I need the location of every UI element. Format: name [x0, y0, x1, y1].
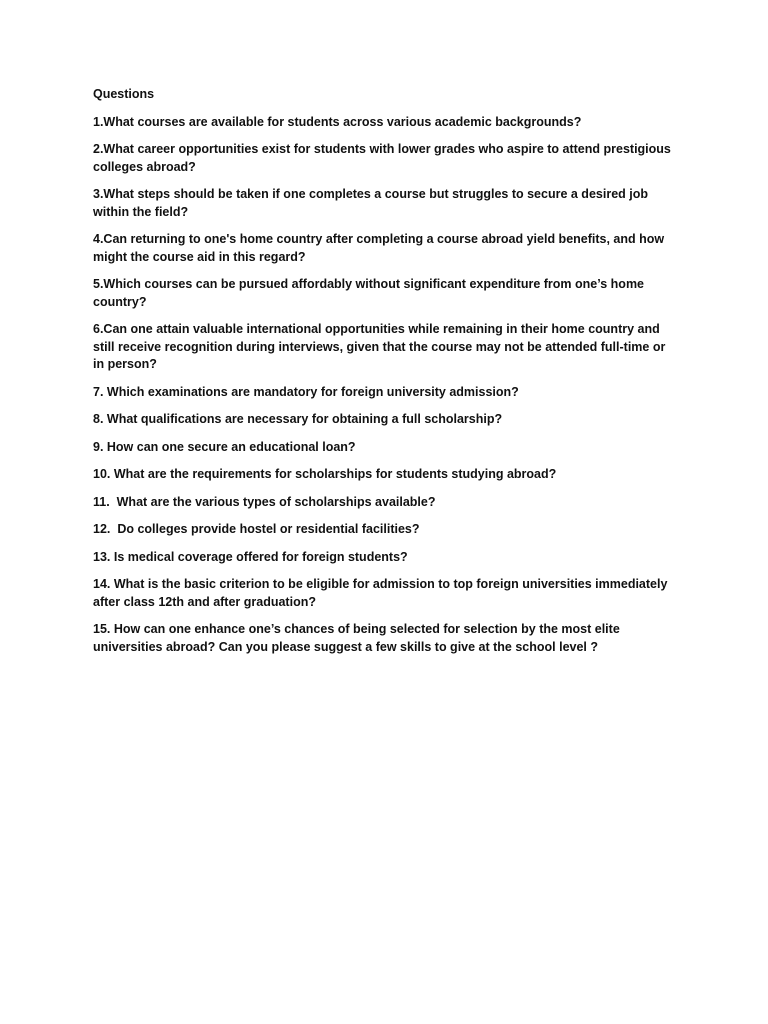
question-3: 3.What steps should be taken if one completes a course but struggles to secure a desired job within the field?: [93, 187, 652, 219]
question-14: 14. What is the basic criterion to be eligible for admission to top foreign universities immediately after class 12th and after graduation?: [93, 577, 671, 609]
document-body: [93, 86, 678, 666]
question-2: 2.What career opportunities exist for students with lower grades who aspire to attend prestigious colleges abroad?: [93, 142, 675, 174]
question-13: 13. Is medical coverage offered for foreign students?: [93, 549, 408, 564]
question-6: 6.Can one attain valuable international opportunities while remaining in their home country and still receive recognition during interviews, given that the course may not be attended full-time or in person?: [93, 322, 669, 371]
question-8: 8. What qualifications are necessary for obtaining a full scholarship?: [93, 412, 503, 426]
question-7: 7. Which examinations are mandatory for foreign university admission?: [93, 384, 519, 399]
question-1: 1.What courses are available for students across various academic backgrounds?: [93, 114, 582, 129]
document-heading: Questions: [93, 87, 155, 101]
question-9: 9. How can one secure an educational loan?: [93, 439, 356, 454]
question-12: 12. Do colleges provide hostel or residential facilities?: [93, 522, 420, 536]
question-5: 5.Which courses can be pursued affordably without significant expenditure from one’s home country?: [93, 277, 648, 309]
question-15: 15. How can one enhance one’s chances of being selected for selection by the most elite universities abroad? Can you please suggest a few skills to give at the school level ?: [93, 622, 624, 654]
question-10: 10. What are the requirements for scholarships for students studying abroad?: [93, 467, 557, 481]
question-11: 11. What are the various types of scholarships available?: [93, 494, 436, 509]
question-4: 4.Can returning to one's home country after completing a course abroad yield benefits, and how might the course aid in this regard?: [93, 232, 668, 264]
